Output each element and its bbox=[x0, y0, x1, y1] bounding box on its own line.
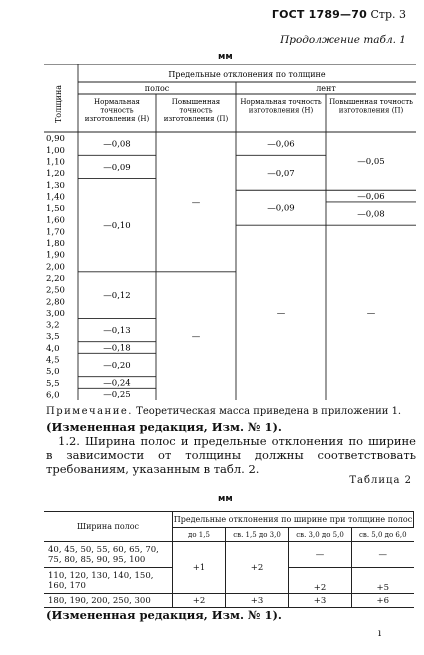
deviation-value: —0,20 bbox=[103, 361, 131, 371]
deviation-value: —0,25 bbox=[103, 390, 131, 401]
note bbox=[46, 406, 401, 417]
thickness-value: 1,90 bbox=[46, 250, 65, 261]
thickness-value: 2,00 bbox=[46, 262, 65, 273]
edition-note-1: (Измененная редакция, Изм. № 1). bbox=[46, 420, 282, 434]
table2-col: св. 1,5 до 3,0 bbox=[226, 528, 289, 542]
thickness-value: 3,5 bbox=[46, 332, 60, 343]
continuation-label: Продолжение табл. 1 bbox=[280, 34, 406, 46]
thickness-value: 1,70 bbox=[46, 227, 65, 238]
thickness-value: 0,90 bbox=[46, 134, 65, 145]
table2-width-cell: 110, 120, 130, 140, 150, 160, 170 bbox=[44, 568, 173, 594]
thickness-value: 1,60 bbox=[46, 215, 65, 226]
deviation-value: —0,09 bbox=[267, 203, 295, 214]
deviation-value: —0,12 bbox=[103, 291, 131, 302]
table2-width-header: Ширина полос bbox=[44, 512, 173, 542]
thickness-value: 4,5 bbox=[46, 355, 60, 366]
thickness-value: 2,80 bbox=[46, 297, 65, 308]
tape-high-dash: — bbox=[366, 308, 376, 319]
table2-cell: — bbox=[289, 542, 352, 568]
table2-col: св. 5,0 до 6,0 bbox=[352, 528, 414, 542]
table2-width-cell: 40, 45, 50, 55, 60, 65, 70, 75, 80, 85, 90, 95, 100 bbox=[44, 542, 173, 568]
table2-deviation-header: Предельные отклонения по ширине при толщине полос bbox=[173, 512, 414, 528]
thickness-value: 1,00 bbox=[46, 145, 65, 156]
thickness-value: 1,30 bbox=[46, 180, 65, 191]
note-label: Примечание. bbox=[46, 406, 133, 417]
deviation-value: —0,18 bbox=[103, 343, 131, 354]
table2-cell: +1 bbox=[173, 542, 226, 594]
thickness-value: 3,00 bbox=[46, 308, 65, 319]
thickness-value: 1,20 bbox=[46, 169, 65, 180]
deviation-value: —0,24 bbox=[103, 378, 131, 389]
strip-normal-header: Нормальная точность изготовления (Н) bbox=[84, 98, 150, 123]
table1-unit: мм bbox=[218, 52, 233, 62]
table1 bbox=[44, 64, 416, 404]
thickness-value: 3,2 bbox=[46, 320, 60, 331]
thickness-value: 4,0 bbox=[46, 343, 60, 354]
thickness-value: 1,40 bbox=[46, 192, 65, 203]
thickness-value: 1,10 bbox=[46, 157, 65, 168]
table2-unit: мм bbox=[218, 494, 233, 504]
thickness-value: 2,20 bbox=[46, 273, 65, 284]
stray-mark: ı bbox=[378, 628, 382, 639]
note-text: Теоретическая масса приведена в приложении 1. bbox=[136, 406, 402, 417]
table2-cell: +6 bbox=[352, 594, 414, 608]
table2-cell: +2 bbox=[289, 568, 352, 594]
thickness-value: 6,0 bbox=[46, 390, 60, 401]
deviation-value: —0,06 bbox=[267, 139, 295, 150]
deviation-value: —0,08 bbox=[357, 209, 385, 220]
group-tape: лент bbox=[316, 84, 336, 93]
table2-cell: +5 bbox=[352, 568, 414, 594]
deviation-value: —0,13 bbox=[103, 326, 131, 337]
deviation-value: —0,06 bbox=[357, 192, 385, 203]
thickness-value: 2,50 bbox=[46, 285, 65, 296]
strip-high-header: Повышенная точность изготовления (П) bbox=[163, 98, 229, 123]
deviation-value: —0,09 bbox=[103, 162, 131, 173]
table2-cell: +3 bbox=[289, 594, 352, 608]
paragraph-1-2: 1.2. Ширина полос и предельные отклонения по ширине в зависимости от толщины должны соответствовать требованиям, указанным в табл. 2. bbox=[46, 434, 416, 476]
table2-col: до 1,5 bbox=[173, 528, 226, 542]
table2 bbox=[44, 511, 414, 608]
tape-normal-header: Нормальная точность изготовления (Н) bbox=[240, 98, 322, 115]
deviation-value: — bbox=[191, 197, 201, 208]
thickness-header: Толщина bbox=[54, 84, 63, 124]
table2-cell: — bbox=[352, 542, 414, 568]
doc-id: ГОСТ 1789—70 bbox=[271, 8, 367, 21]
table2-caption: Таблица 2 bbox=[349, 475, 412, 486]
edition-note-2: (Измененная редакция, Изм. № 1). bbox=[46, 608, 282, 622]
table2-cell: +2 bbox=[226, 542, 289, 594]
tape-normal-dash: — bbox=[276, 308, 286, 319]
deviation-header: Предельные отклонения по толщине bbox=[168, 70, 326, 79]
table2-width-cell: 180, 190, 200, 250, 300 bbox=[44, 594, 173, 608]
thickness-value: 5,0 bbox=[46, 367, 60, 378]
thickness-value: 5,5 bbox=[46, 378, 60, 389]
deviation-value: —0,07 bbox=[267, 168, 295, 179]
table2-col: св. 3,0 до 5,0 bbox=[289, 528, 352, 542]
thickness-value: 1,50 bbox=[46, 204, 65, 215]
group-strip: полос bbox=[144, 84, 170, 93]
deviation-value: —0,10 bbox=[103, 221, 131, 232]
table2-cell: +3 bbox=[226, 594, 289, 608]
page-header bbox=[272, 8, 406, 21]
deviation-value: — bbox=[191, 331, 201, 342]
tape-high-header: Повышенная точность изготовления (П) bbox=[329, 98, 413, 115]
deviation-value: —0,05 bbox=[357, 157, 385, 168]
page-number: Стр. 3 bbox=[370, 8, 406, 21]
thickness-value: 1,80 bbox=[46, 239, 65, 249]
table2-cell: +2 bbox=[173, 594, 226, 608]
deviation-value: —0,08 bbox=[103, 139, 131, 150]
